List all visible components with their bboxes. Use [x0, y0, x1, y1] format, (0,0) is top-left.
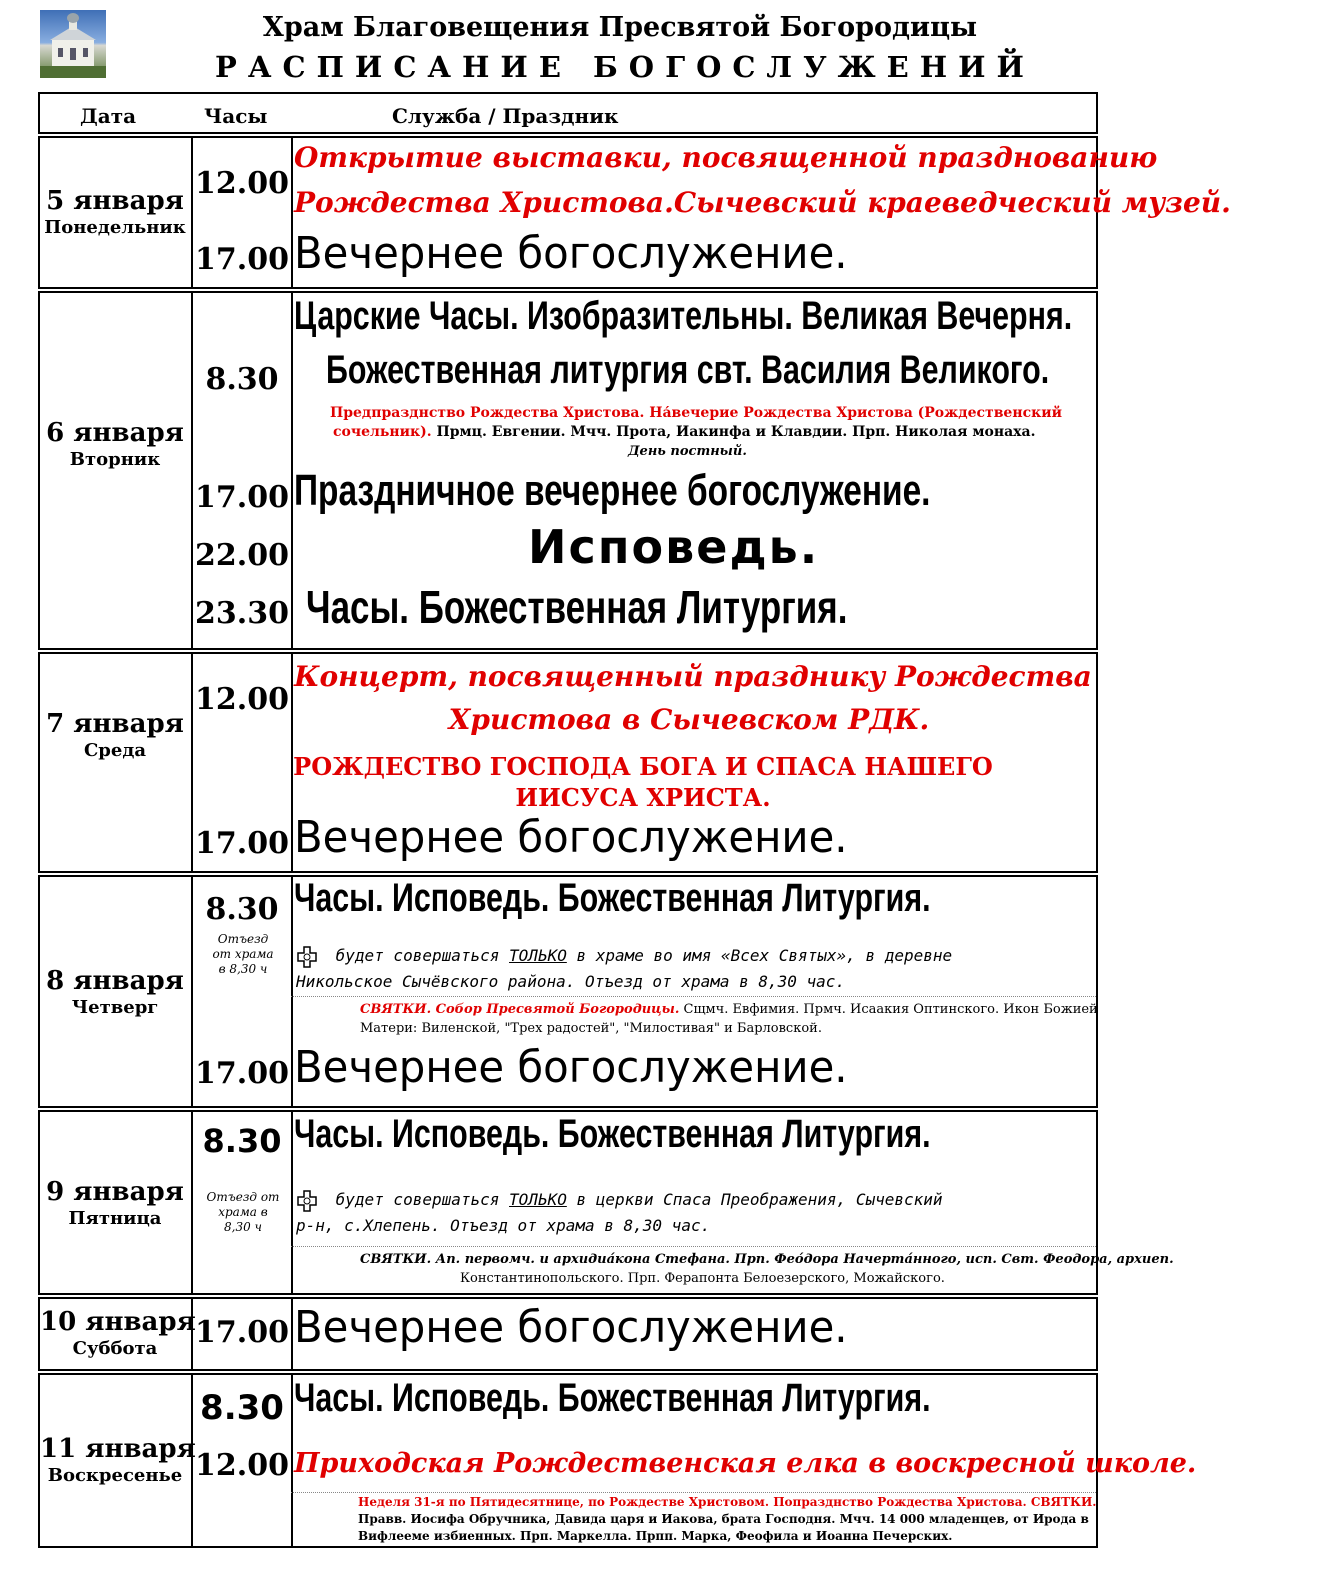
departure-note-jan8: Отъезд от храма в 8,30 ч: [212, 932, 274, 976]
day-date-jan6: 6 января Вторник: [46, 418, 184, 470]
service-jan5-2: Вечернее богослужение.: [294, 228, 848, 279]
day-date-jan8: 8 января Четверг: [46, 966, 184, 1018]
cross-icon: [296, 946, 318, 968]
service-jan10-1: Вечернее богослужение.: [294, 1302, 848, 1353]
time-jan7-2: 17.00: [195, 826, 289, 861]
departure-note-jan9: Отъезд от храма в 8,30 ч: [206, 1190, 280, 1234]
feast-jan11-b: Правв. Иосифа Обручника, Давида царя и Иакова, брата Господня. Мчч. 14 000 младенцев, от Ирода в: [358, 1512, 1089, 1526]
time-jan6-4: 23.30: [195, 596, 289, 631]
time-jan11-2: 12.00: [195, 1448, 289, 1483]
day-date-jan9: 9 января Пятница: [46, 1177, 184, 1229]
service-jan7-1a: Концерт, посвященный празднику Рождества: [294, 660, 1092, 693]
schedule-title: РАСПИСАНИЕ БОГОСЛУЖЕНИЙ: [215, 50, 1035, 84]
time-jan10-1: 17.00: [195, 1315, 289, 1350]
feast-jan6-a: Предпразднство Рождества Христова. На́вечерие Рождества Христова (Рождественский: [330, 405, 1062, 421]
time-jan7-1: 12.00: [195, 682, 289, 717]
feast-jan11-a: Неделя 31-я по Пятидесятнице, по Рождестве Христовом. Попразднство Рождества Христова. СВЯТКИ.: [358, 1495, 1097, 1509]
service-jan8-2: Вечернее богослужение.: [294, 1042, 848, 1093]
location-note-jan9-2: р-н, с.Хлепень. Отъезд от храма в 8,30 час.: [296, 1216, 711, 1235]
time-jan8-2: 17.00: [195, 1056, 289, 1091]
location-note-jan8-2: Никольское Сычёвского района. Отъезд от храма в 8,30 час.: [296, 972, 846, 991]
day-date-jan5: 5 января Понедельник: [44, 186, 186, 238]
service-jan6-3: Исповедь.: [528, 520, 820, 574]
time-jan8-1: 8.30: [205, 892, 279, 927]
time-jan6-2: 17.00: [195, 480, 289, 515]
column-time-header: Часы: [204, 104, 268, 128]
service-jan11-1: Часы. Исповедь. Божественная Литургия.: [294, 1376, 931, 1420]
location-note-jan8: будет совершаться ТОЛЬКО в храме во имя «Всех Святых», в деревне: [296, 944, 952, 968]
service-jan9-1: Часы. Исповедь. Божественная Литургия.: [294, 1112, 931, 1156]
service-jan11-2: Приходская Рождественская елка в воскресной школе.: [294, 1448, 1197, 1479]
column-date-header: Дата: [80, 104, 137, 128]
feast-jan11-c: Вифлееме избиенных. Прп. Маркелла. Прпп. Марка, Феофила и Иоанна Печерских.: [358, 1529, 953, 1543]
service-jan8-1: Часы. Исповедь. Божественная Литургия.: [294, 876, 931, 920]
time-jan5-1: 12.00: [195, 166, 289, 201]
feast-jan7-a: РОЖДЕСТВО ГОСПОДА БОГА И СПАСА НАШЕГО: [293, 752, 993, 781]
church-name: Храм Благовещения Пресвятой Богородицы: [262, 12, 978, 43]
service-jan5-1a: Открытие выставки, посвященной празднованию: [294, 141, 1158, 174]
service-jan5-1b: Рождества Христова.Сычевский краеведческий музей.: [294, 186, 1231, 219]
service-jan7-1b: Христова в Сычевском РДК.: [448, 703, 930, 736]
day-date-jan10: 10 января Суббота: [40, 1307, 196, 1359]
cross-icon: [296, 1190, 318, 1212]
feast-jan6-b: сочельник). Прмц. Евгении. Мчч. Прота, Иакинфа и Клавдии. Прп. Николая монаха.: [333, 424, 1036, 440]
day-date-jan11: 11 января Воскресенье: [40, 1434, 196, 1486]
feast-jan7-b: ИИСУСА ХРИСТА.: [515, 783, 771, 812]
feast-jan8-b: Матери: Виленской, "Трех радостей", "Милостивая" и Барловской.: [360, 1021, 822, 1036]
location-note-jan9: будет совершаться ТОЛЬКО в церкви Спаса Преображения, Сычевский: [296, 1188, 943, 1212]
feast-jan6-c: День постный.: [628, 444, 747, 459]
church-photo: [40, 10, 106, 78]
service-jan6-2: Праздничное вечернее богослужение.: [294, 466, 931, 515]
service-jan6-1b: Божественная литургия свт. Василия Великого.: [326, 348, 1050, 392]
feast-jan8-a: СВЯТКИ. Собор Пресвятой Богородицы. Сщмч. Евфимия. Прмч. Исаакия Оптинского. Икон Божией: [360, 1002, 1098, 1017]
service-jan6-4: Часы. Божественная Литургия.: [306, 581, 848, 633]
day-date-jan7: 7 января Среда: [46, 709, 184, 761]
feast-jan9-a: СВЯТКИ. Ап. первомч. и архидиа́кона Стефана. Прп. Фео́дора Начерта́нного, исп. Свт. Феодора, архиеп.: [360, 1252, 1174, 1267]
column-service-header: Служба / Праздник: [392, 104, 619, 128]
time-jan6-3: 22.00: [195, 538, 289, 573]
time-jan5-2: 17.00: [195, 242, 289, 277]
service-jan7-2: Вечернее богослужение.: [294, 812, 848, 863]
time-jan9-1: 8.30: [202, 1122, 282, 1160]
time-jan6-1: 8.30: [205, 362, 279, 397]
feast-jan9-b: Константинопольского. Прп. Ферапонта Белоезерского, Можайского.: [460, 1271, 945, 1286]
time-jan11-1: 8.30: [200, 1388, 284, 1428]
service-jan6-1a: Царские Часы. Изобразительны. Великая Вечерня.: [294, 294, 1073, 338]
